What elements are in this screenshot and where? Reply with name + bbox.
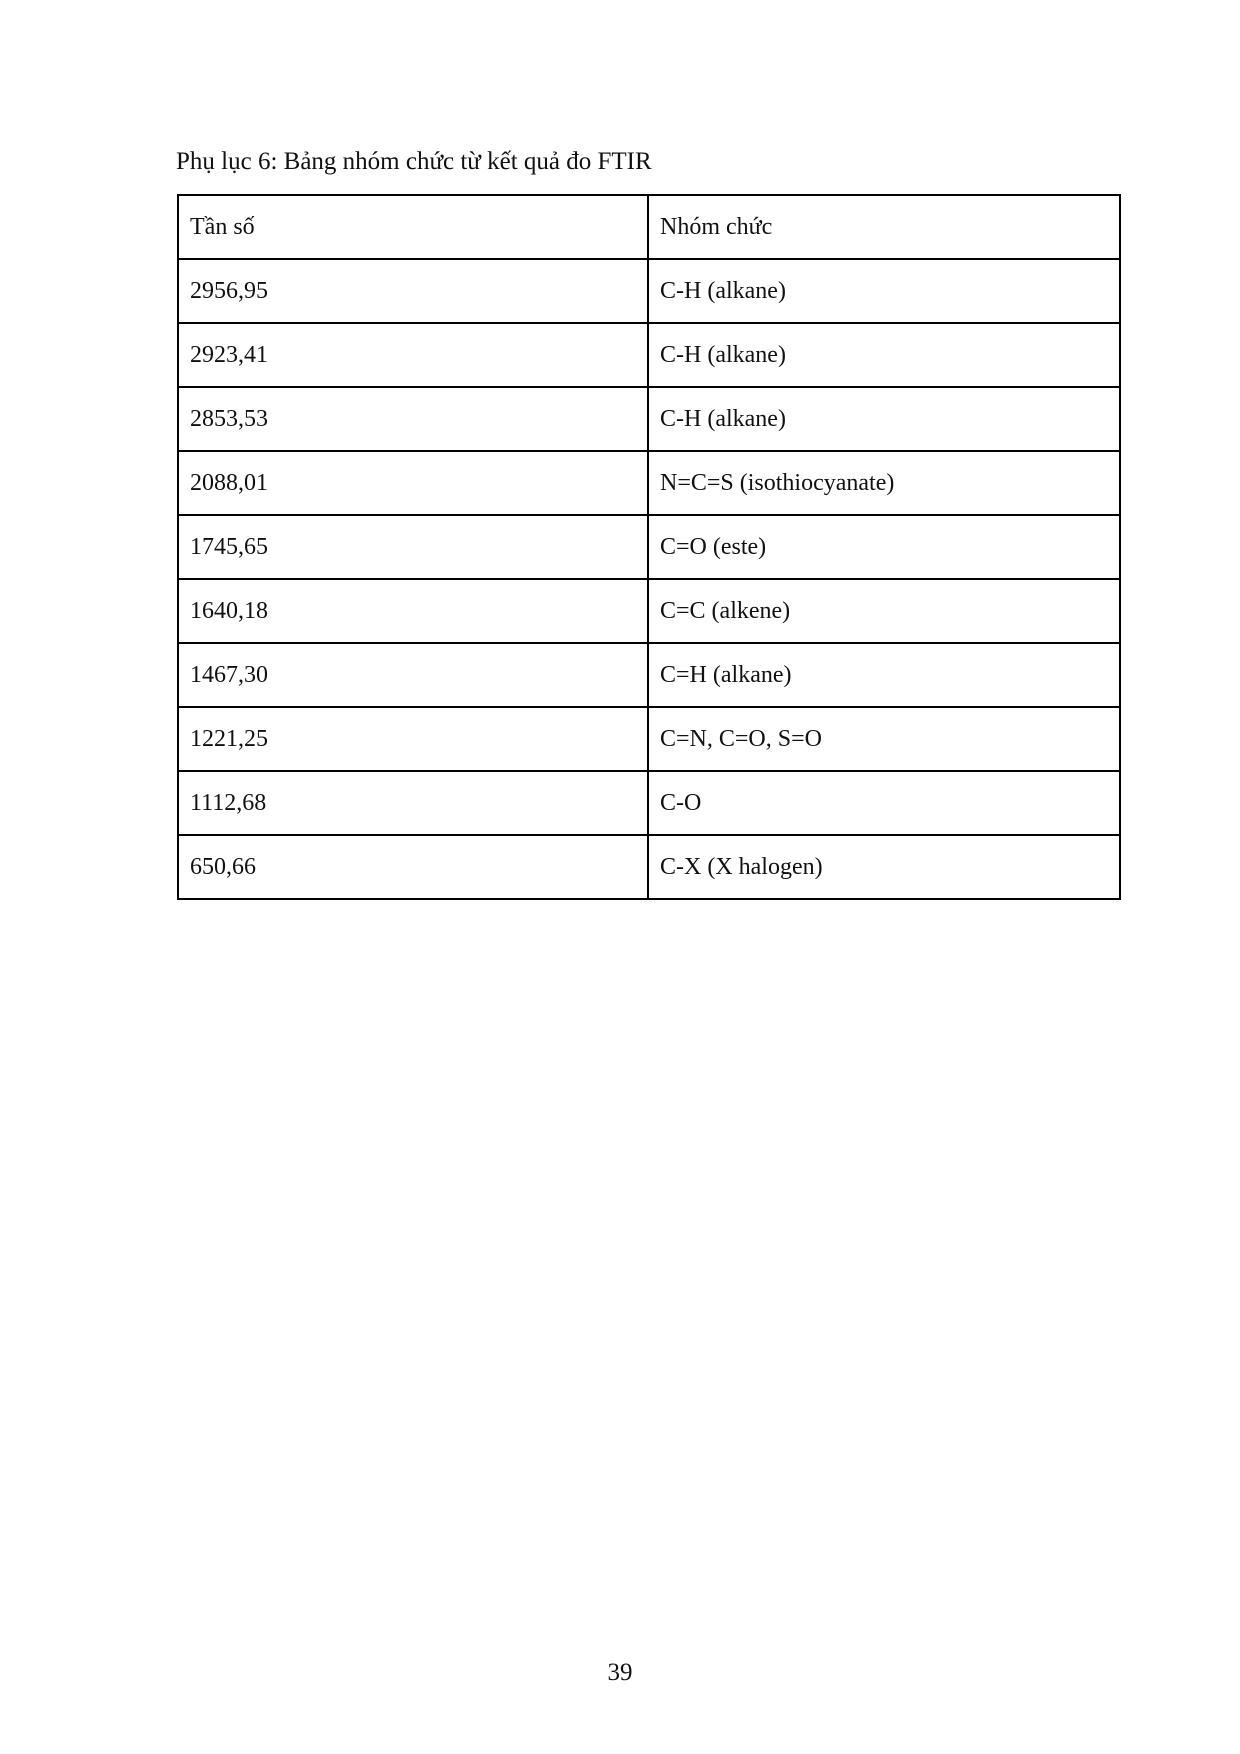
- page-number: 39: [607, 1659, 633, 1686]
- cell-functional-group: C-H (alkane): [648, 323, 1120, 387]
- table-caption: Phụ lục 6: Bảng nhóm chức từ kết quả đo FTIR: [176, 148, 652, 175]
- cell-functional-group: C-X (X halogen): [648, 835, 1120, 899]
- cell-frequency: 2853,53: [178, 387, 648, 451]
- cell-frequency: 1467,30: [178, 643, 648, 707]
- table-row: [178, 515, 1120, 579]
- cell-frequency: 2088,01: [178, 451, 648, 515]
- cell-functional-group: C=O (este): [648, 515, 1120, 579]
- cell-frequency: 2923,41: [178, 323, 648, 387]
- table-row: [178, 771, 1120, 835]
- table-row: [178, 707, 1120, 771]
- cell-functional-group: C-H (alkane): [648, 387, 1120, 451]
- cell-frequency: 1221,25: [178, 707, 648, 771]
- cell-functional-group: C-O: [648, 771, 1120, 835]
- cell-frequency: 1745,65: [178, 515, 648, 579]
- cell-functional-group: C-H (alkane): [648, 259, 1120, 323]
- table-row: [178, 835, 1120, 899]
- cell-functional-group: C=N, C=O, S=O: [648, 707, 1120, 771]
- table-row: [178, 259, 1120, 323]
- table-row: [178, 387, 1120, 451]
- cell-frequency: 2956,95: [178, 259, 648, 323]
- cell-functional-group: C=C (alkene): [648, 579, 1120, 643]
- cell-frequency: 650,66: [178, 835, 648, 899]
- ftir-functional-group-table: [177, 194, 1121, 900]
- cell-frequency: 1112,68: [178, 771, 648, 835]
- cell-functional-group: N=C=S (isothiocyanate): [648, 451, 1120, 515]
- cell-functional-group: C=H (alkane): [648, 643, 1120, 707]
- table-header-row: [178, 195, 1120, 259]
- table-row: [178, 579, 1120, 643]
- cell-frequency: 1640,18: [178, 579, 648, 643]
- table-row: [178, 451, 1120, 515]
- table-row: [178, 323, 1120, 387]
- header-functional-group: Nhóm chức: [648, 195, 1120, 259]
- header-frequency: Tần số: [178, 195, 648, 259]
- table-row: [178, 643, 1120, 707]
